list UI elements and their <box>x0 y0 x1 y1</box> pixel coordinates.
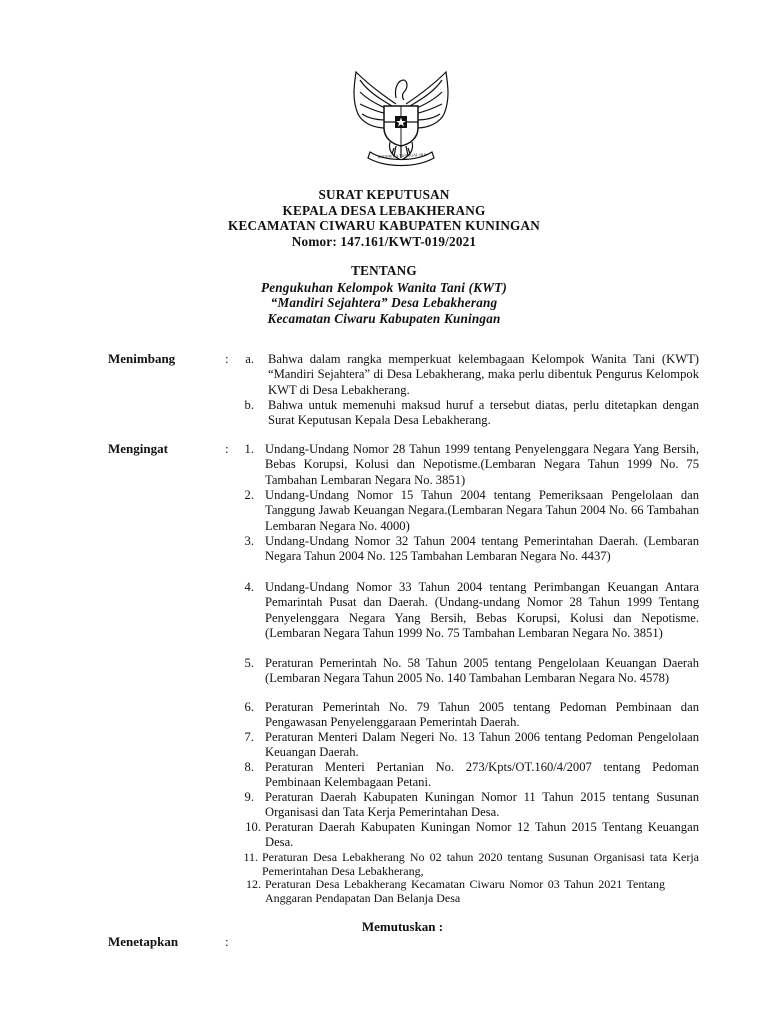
item-text: Peraturan Desa Lebakherang No 02 tahun 2020 tentang Susunan Organisasi tata Kerja Pemerintahan Desa Lebakherang, <box>262 850 699 878</box>
item-marker: 12. <box>246 877 261 891</box>
item-text: Undang-Undang Nomor 28 Tahun 1999 tentang Penyelenggara Negara Yang Bersih, Bebas Korupsi, Kolusi dan Nepotisme.(Lembaran Negara Tahun 1999 No. 75 Tambahan Lembaran Negara No. 3851) <box>265 442 699 487</box>
item-marker: a. <box>245 352 254 366</box>
item-text: Peraturan Pemerintah No. 58 Tahun 2005 tentang Pengelolaan Keuangan Daerah (Lembaran Negara Tahun 2005 No. 140 Tambahan Lembaran Negara No. 4578) <box>265 656 699 686</box>
item-marker: 6. <box>244 700 254 714</box>
doc-number: Nomor: 147.161/KWT-019/2021 <box>291 233 477 249</box>
menetapkan-label: Menetapkan <box>108 934 179 949</box>
item-text: Peraturan Daerah Kabupaten Kuningan Nomor 12 Tahun 2015 Tentang Keuangan Desa. <box>265 820 699 850</box>
about-line-3: Kecamatan Ciwaru Kabupaten Kuningan <box>267 310 501 326</box>
mengingat-colon: : <box>225 441 229 456</box>
item-marker: 10. <box>245 820 261 834</box>
item-text: Peraturan Menteri Dalam Negeri No. 13 Tahun 2006 tentang Pedoman Pengelolaan Keuangan Daerah. <box>265 730 699 760</box>
item-marker: 8. <box>244 760 254 774</box>
emblem-motto: BHINNEKA TUNGGAL IKA <box>377 151 427 160</box>
item-marker: 5. <box>244 656 254 670</box>
item-marker: 7. <box>244 730 254 744</box>
item-marker: 3. <box>244 534 254 548</box>
about-line-2: “Mandiri Sejahtera” Desa Lebakherang <box>270 295 498 310</box>
menimbang-colon: : <box>225 351 229 366</box>
item-text: Peraturan Daerah Kabupaten Kuningan Nomor 11 Tahun 2015 tentang Susunan Organisasi dan Tata Kerja Pemerintahan Desa. <box>265 790 699 820</box>
item-text: Undang-Undang Nomor 32 Tahun 2004 tentang Pemerintahan Daerah. (Lembaran Negara Tahun 2004 No. 125 Tambahan Lembaran Negara No. 4437) <box>265 534 699 564</box>
about-line-1: Pengukuhan Kelompok Wanita Tani (KWT) <box>260 279 508 295</box>
item-marker: 9. <box>244 790 254 804</box>
about-section <box>0 263 768 326</box>
mengingat-label: Mengingat <box>108 441 168 456</box>
item-text: Peraturan Desa Lebakherang Kecamatan Ciwaru Nomor 03 Tahun 2021 Tentang Anggaran Pendapatan Dan Belanja Desa <box>265 877 665 905</box>
doc-issuer: KEPALA DESA LEBAKHERANG <box>282 202 486 218</box>
item-text: Undang-Undang Nomor 15 Tahun 2004 tentang Pemeriksaan Pengelolaan dan Tanggung Jawab Keuangan Negara.(Lembaran Negara Tahun 2004 No. 66 Tambahan Lembaran Negara No. 4000) <box>265 488 699 533</box>
doc-region: KECAMATAN CIWARU KABUPATEN KUNINGAN <box>228 218 540 233</box>
document-header <box>0 187 768 249</box>
about-label: TENTANG <box>351 263 417 278</box>
item-marker: 2. <box>244 488 254 502</box>
menetapkan-colon: : <box>225 934 229 949</box>
item-marker: 4. <box>244 580 254 594</box>
item-marker: b. <box>244 398 254 412</box>
memutuskan-heading: Memutuskan : <box>361 919 444 934</box>
item-marker: 1. <box>244 442 254 456</box>
item-text: Bahwa dalam rangka memperkuat kelembagaan Kelompok Wanita Tani (KWT) “Mandiri Sejahtera” di Desa Lebakherang, maka perlu dibentuk Pengurus Kelompok KWT di Desa Lebakherang. <box>268 352 699 397</box>
menimbang-label: Menimbang <box>108 351 176 366</box>
item-text: Bahwa untuk memenuhi maksud huruf a tersebut diatas, perlu ditetapkan dengan Surat Keputusan Kepala Desa Lebakherang. <box>268 398 699 428</box>
item-text: Undang-Undang Nomor 33 Tahun 2004 tentang Perimbangan Keuangan Antara Pemarintah Pusat dan Daerah. (Undang-undang Nomor 28 Tahun 1999 Tentang Penyelenggara Negara Yang Bersih, Bebas Korupsi, Kolusi dan Nepotisme.(Lembaran Negara Tahun 1999 No. 75 Tambahan Lembaran Negara No. 3851) <box>265 580 699 641</box>
item-text: Peraturan Pemerintah No. 79 Tahun 2005 tentang Pedoman Pembinaan dan Pengawasan Penyelenggaraan Pemerintah Daerah. <box>265 700 699 730</box>
doc-title: SURAT KEPUTUSAN <box>318 187 450 202</box>
item-marker: 11. <box>243 850 258 864</box>
item-text: Peraturan Menteri Pertanian No. 273/Kpts/OT.160/4/2007 tentang Pedoman Pembinaan Kelembagaan Petani. <box>265 760 699 790</box>
